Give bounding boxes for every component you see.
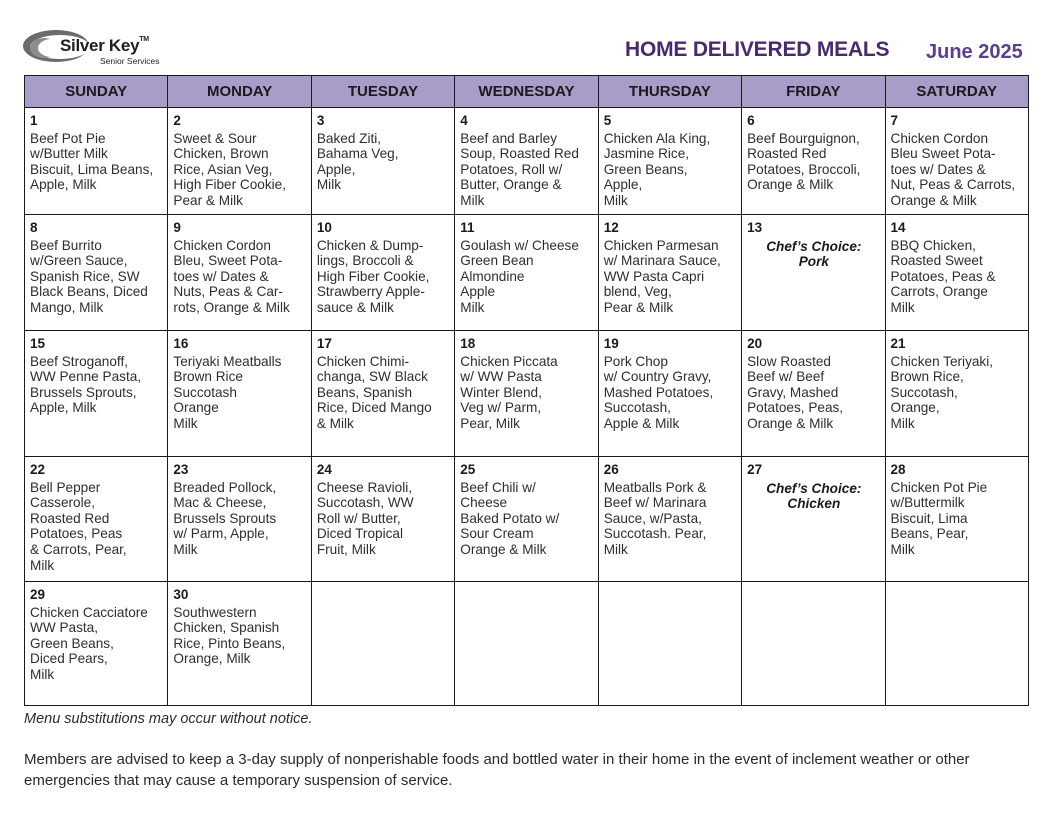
day-number: 23 xyxy=(173,462,189,477)
weekday-header: TUESDAY xyxy=(311,76,454,108)
day-number: 5 xyxy=(603,113,612,128)
day-number: 16 xyxy=(173,336,189,351)
day-number: 10 xyxy=(316,220,332,235)
day-cell xyxy=(311,331,454,457)
day-cell xyxy=(168,331,311,457)
weekday-header: SATURDAY xyxy=(885,76,1028,108)
day-cell xyxy=(311,457,454,582)
day-cell xyxy=(25,331,168,457)
day-number: 27 xyxy=(747,462,763,477)
week-row xyxy=(25,331,1029,457)
meal-description: Chicken Chimi- changa, SW Black Beans, Spanish Rice, Diced Mango & Milk xyxy=(316,353,432,431)
chefs-choice-label: Chef’s Choice: Pork xyxy=(766,238,862,270)
meal-calendar xyxy=(24,75,1029,706)
meal-description: Pork Chop w/ Country Gravy, Mashed Potatoes, Succotash, Apple & Milk xyxy=(603,353,714,431)
day-number: 29 xyxy=(30,587,46,602)
day-number: 15 xyxy=(30,336,46,351)
day-number: 1 xyxy=(30,113,38,128)
meal-description: Chicken Pot Pie w/Buttermilk Biscuit, Lima Beans, Pear, Milk xyxy=(890,479,988,557)
day-cell xyxy=(885,582,1028,706)
meal-description: Beef Pot Pie w/Butter Milk Biscuit, Lima Beans, Apple, Milk xyxy=(30,130,154,193)
day-cell xyxy=(598,457,741,582)
meal-description: Goulash w/ Cheese Green Bean Almondine Apple Milk xyxy=(460,237,579,315)
page-title: HOME DELIVERED MEALS xyxy=(625,38,890,61)
day-number: 2 xyxy=(173,113,181,128)
weekday-header: FRIDAY xyxy=(742,76,885,108)
meal-description: Chicken Cacciatore WW Pasta, Green Beans, Diced Pears, Milk xyxy=(30,604,148,682)
emergency-advice: Members are advised to keep a 3-day supply of nonperishable foods and bottled water in their home in the event of inclement weather or other emergencies that may cause a temporary suspension of service. xyxy=(24,751,970,789)
day-cell xyxy=(742,457,885,582)
day-number: 17 xyxy=(316,336,332,351)
day-cell xyxy=(742,331,885,457)
day-cell xyxy=(598,108,741,215)
day-cell xyxy=(598,331,741,457)
day-cell xyxy=(311,582,454,706)
day-number: 11 xyxy=(460,220,475,235)
day-number: 26 xyxy=(603,462,619,477)
chefs-choice-label: Chef’s Choice: Chicken xyxy=(766,480,862,512)
logo-subtitle: Senior Services xyxy=(100,56,160,66)
day-cell xyxy=(598,215,741,331)
day-cell xyxy=(885,457,1028,582)
day-cell xyxy=(455,582,598,706)
week-row xyxy=(25,215,1029,331)
day-number: 25 xyxy=(460,462,476,477)
day-cell xyxy=(25,582,168,706)
meal-description: Chicken Teriyaki, Brown Rice, Succotash, Orange, Milk xyxy=(890,353,994,431)
day-cell xyxy=(598,582,741,706)
weekday-header: SUNDAY xyxy=(25,76,168,108)
meal-description: Chicken Ala King, Jasmine Rice, Green Beans, Apple, Milk xyxy=(603,130,711,208)
meal-description: Cheese Ravioli, Succotash, WW Roll w/ Butter, Diced Tropical Fruit, Milk xyxy=(316,479,414,557)
day-cell xyxy=(25,215,168,331)
day-number: 8 xyxy=(30,220,38,235)
meal-description: Sweet & Sour Chicken, Brown Rice, Asian Veg, High Fiber Cookie, Pear & Milk xyxy=(173,130,286,208)
day-cell xyxy=(168,582,311,706)
weekday-header: MONDAY xyxy=(168,76,311,108)
weekday-header: THURSDAY xyxy=(598,76,741,108)
day-number: 28 xyxy=(890,462,906,477)
day-number: 18 xyxy=(460,336,476,351)
day-cell xyxy=(168,457,311,582)
day-cell xyxy=(311,215,454,331)
meal-description: Beef Chili w/ Cheese Baked Potato w/ Sour Cream Orange & Milk xyxy=(460,479,560,557)
day-cell xyxy=(455,457,598,582)
month-label: June 2025 xyxy=(926,41,1023,63)
day-cell xyxy=(885,215,1028,331)
week-row xyxy=(25,582,1029,706)
day-cell xyxy=(25,108,168,215)
meal-description: Beef Stroganoff, WW Penne Pasta, Brussels Sprouts, Apple, Milk xyxy=(30,353,142,416)
day-cell xyxy=(25,457,168,582)
meal-description: Meatballs Pork & Beef w/ Marinara Sauce, w/Pasta, Succotash. Pear, Milk xyxy=(603,479,707,557)
substitution-note: Menu substitutions may occur without notice. xyxy=(24,711,313,727)
meal-description: Teriyaki Meatballs Brown Rice Succotash Orange Milk xyxy=(173,353,282,431)
day-number: 22 xyxy=(30,462,46,477)
day-cell xyxy=(455,108,598,215)
meal-description: Chicken Parmesan w/ Marinara Sauce, WW Pasta Capri blend, Veg, Pear & Milk xyxy=(603,237,721,315)
day-number: 30 xyxy=(173,587,189,602)
meal-description: Slow Roasted Beef w/ Beef Gravy, Mashed Potatoes, Peas, Orange & Milk xyxy=(747,353,844,431)
meal-description: Baked Ziti, Bahama Veg, Apple, Milk xyxy=(316,130,399,193)
day-number: 24 xyxy=(316,462,332,477)
silver-key-logo xyxy=(22,26,182,70)
day-cell xyxy=(742,108,885,215)
day-number: 9 xyxy=(173,220,181,235)
meal-description: Beef Bourguignon, Roasted Red Potatoes, Broccoli, Orange & Milk xyxy=(747,130,861,193)
weekday-header-row xyxy=(25,76,1029,108)
day-cell xyxy=(311,108,454,215)
meal-description: Chicken Cordon Bleu, Sweet Pota- toes w/ Dates & Nuts, Peas & Car- rots, Orange & Milk xyxy=(173,237,290,315)
meal-description: Chicken Cordon Bleu Sweet Pota- toes w/ Dates & Nut, Peas & Carrots, Orange & Milk xyxy=(890,130,1016,208)
day-cell xyxy=(168,108,311,215)
week-row xyxy=(25,108,1029,215)
meal-description: Beef and Barley Soup, Roasted Red Potatoes, Roll w/ Butter, Orange & Milk xyxy=(460,130,579,208)
day-cell xyxy=(742,215,885,331)
day-number: 4 xyxy=(460,113,468,128)
day-cell xyxy=(455,215,598,331)
day-number: 7 xyxy=(890,113,899,128)
weekday-header: WEDNESDAY xyxy=(455,76,598,108)
day-number: 3 xyxy=(316,113,325,128)
day-cell xyxy=(885,331,1028,457)
day-number: 12 xyxy=(603,220,619,235)
day-cell xyxy=(168,215,311,331)
day-number: 19 xyxy=(603,336,619,351)
day-number: 14 xyxy=(890,220,906,235)
day-cell xyxy=(885,108,1028,215)
meal-description: Breaded Pollock, Mac & Cheese, Brussels Sprouts w/ Parm, Apple, Milk xyxy=(173,479,277,557)
meal-description: Beef Burrito w/Green Sauce, Spanish Rice, SW Black Beans, Diced Mango, Milk xyxy=(30,237,148,315)
meal-description: Bell Pepper Casserole, Roasted Red Potatoes, Peas & Carrots, Pear, Milk xyxy=(30,479,127,573)
meal-description: BBQ Chicken, Roasted Sweet Potatoes, Peas & Carrots, Orange Milk xyxy=(890,237,996,315)
week-row xyxy=(25,457,1029,582)
meal-description: Chicken & Dump- lings, Broccoli & High Fiber Cookie, Strawberry Apple- sauce & Milk xyxy=(316,237,430,315)
meal-description: Southwestern Chicken, Spanish Rice, Pinto Beans, Orange, Milk xyxy=(173,604,286,667)
meal-description: Chicken Piccata w/ WW Pasta Winter Blend, Veg w/ Parm, Pear, Milk xyxy=(460,353,558,431)
day-cell xyxy=(742,582,885,706)
day-number: 21 xyxy=(890,336,906,351)
day-number: 20 xyxy=(747,336,763,351)
day-number: 6 xyxy=(747,113,755,128)
day-cell xyxy=(455,331,598,457)
logo-name: Silver Key™ xyxy=(60,36,149,55)
day-number: 13 xyxy=(747,220,763,235)
